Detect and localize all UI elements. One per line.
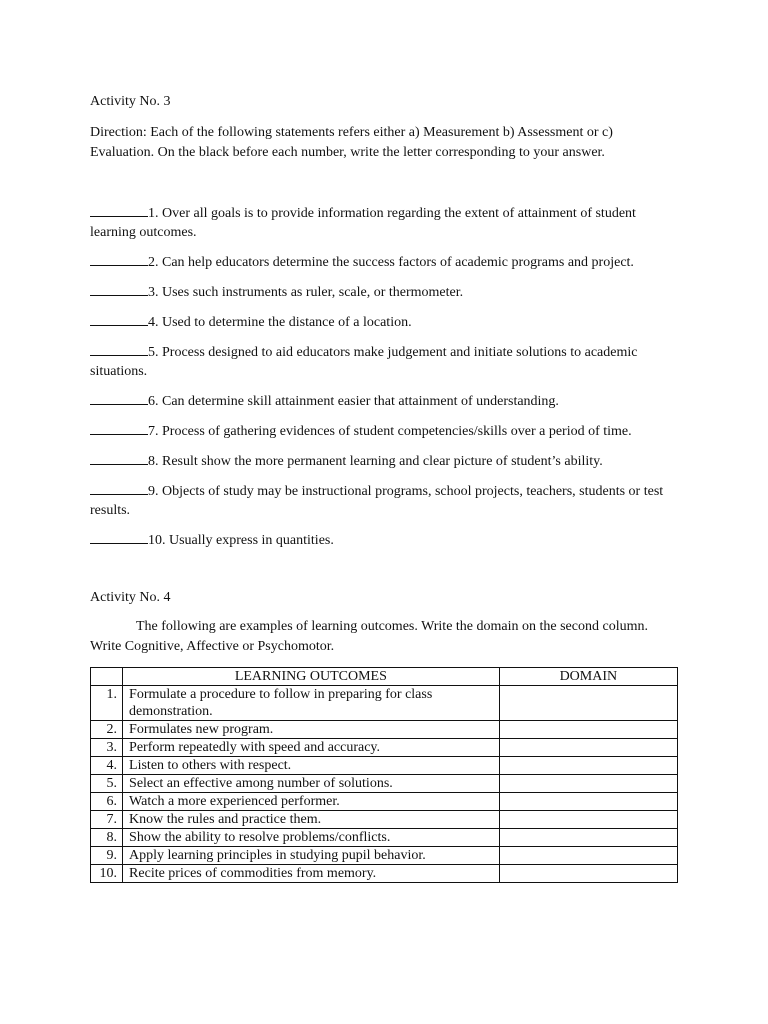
row-number: 6.	[91, 793, 123, 811]
question-text: Can help educators determine the success factors of academic programs and project.	[162, 255, 634, 270]
header-learning-outcomes: LEARNING OUTCOMES	[123, 668, 500, 686]
question-number: 1.	[148, 206, 159, 221]
domain-cell[interactable]	[499, 721, 677, 739]
table-row	[91, 793, 678, 811]
row-number: 3.	[91, 739, 123, 757]
learning-outcome-cell: Formulate a procedure to follow in preparing for class demonstration.	[123, 686, 500, 721]
row-number: 10.	[91, 865, 123, 883]
table-row	[91, 829, 678, 847]
row-number: 7.	[91, 811, 123, 829]
row-number: 8.	[91, 829, 123, 847]
row-number: 9.	[91, 847, 123, 865]
activity-3-direction: Direction: Each of the following statements refers either a) Measurement b) Assessment or c) Evaluation. On the black before each number, write the letter corresponding to your answer.	[90, 125, 613, 160]
learning-outcome-cell: Watch a more experienced performer.	[123, 793, 500, 811]
question-item	[90, 342, 680, 381]
table-row	[91, 847, 678, 865]
header-domain: DOMAIN	[499, 668, 677, 686]
answer-blank[interactable]	[90, 421, 148, 435]
domain-cell[interactable]	[499, 847, 677, 865]
question-number: 5.	[148, 345, 159, 360]
question-text: Uses such instruments as ruler, scale, or thermometer.	[162, 285, 464, 300]
domain-cell[interactable]	[499, 686, 677, 721]
table-header-row	[91, 668, 678, 686]
question-number: 3.	[148, 285, 159, 300]
activity-3-title: Activity No. 3	[90, 94, 171, 109]
answer-blank[interactable]	[90, 530, 148, 544]
table-row	[91, 811, 678, 829]
row-number: 1.	[91, 686, 123, 721]
answer-blank[interactable]	[90, 252, 148, 266]
header-number	[91, 668, 123, 686]
question-item	[90, 282, 680, 302]
learning-outcome-cell: Formulates new program.	[123, 721, 500, 739]
learning-outcomes-table	[90, 667, 678, 883]
question-number: 2.	[148, 255, 159, 270]
question-number: 10.	[148, 533, 166, 548]
question-item	[90, 203, 680, 242]
question-number: 4.	[148, 315, 159, 330]
question-item	[90, 481, 680, 520]
table-body	[91, 686, 678, 883]
table-row	[91, 775, 678, 793]
domain-cell[interactable]	[499, 739, 677, 757]
domain-cell[interactable]	[499, 793, 677, 811]
activity-4-instructions: The following are examples of learning outcomes. Write the domain on the second column. Write Cognitive, Affective or Psychomotor.	[90, 619, 648, 654]
answer-blank[interactable]	[90, 342, 148, 356]
activity-4-title: Activity No. 4	[90, 590, 171, 605]
question-number: 7.	[148, 424, 159, 439]
question-item	[90, 391, 680, 411]
question-number: 9.	[148, 484, 159, 499]
answer-blank[interactable]	[90, 203, 148, 217]
table-row	[91, 686, 678, 721]
question-item	[90, 451, 680, 471]
table-row	[91, 721, 678, 739]
question-text: Objects of study may be instructional programs, school projects, teachers, students or test results.	[90, 484, 664, 518]
domain-cell[interactable]	[499, 757, 677, 775]
domain-cell[interactable]	[499, 811, 677, 829]
domain-cell[interactable]	[499, 865, 677, 883]
question-text: Can determine skill attainment easier that attainment of understanding.	[162, 394, 559, 409]
question-number: 8.	[148, 454, 159, 469]
table-row	[91, 757, 678, 775]
question-text: Result show the more permanent learning and clear picture of student’s ability.	[162, 454, 603, 469]
question-item	[90, 530, 680, 550]
learning-outcome-cell: Select an effective among number of solutions.	[123, 775, 500, 793]
document-content	[90, 92, 680, 883]
answer-blank[interactable]	[90, 481, 148, 495]
question-text: Over all goals is to provide information regarding the extent of attainment of student learning outcomes.	[90, 206, 636, 240]
answer-blank[interactable]	[90, 282, 148, 296]
table-row	[91, 739, 678, 757]
question-text: Process of gathering evidences of student competencies/skills over a period of time.	[162, 424, 632, 439]
question-text: Process designed to aid educators make judgement and initiate solutions to academic situations.	[90, 345, 638, 379]
domain-cell[interactable]	[499, 775, 677, 793]
row-number: 2.	[91, 721, 123, 739]
learning-outcome-cell: Perform repeatedly with speed and accuracy.	[123, 739, 500, 757]
question-item	[90, 252, 680, 272]
activity-3-items	[90, 203, 680, 550]
learning-outcome-cell: Know the rules and practice them.	[123, 811, 500, 829]
domain-cell[interactable]	[499, 829, 677, 847]
question-item	[90, 312, 680, 332]
answer-blank[interactable]	[90, 451, 148, 465]
learning-outcome-cell: Recite prices of commodities from memory.	[123, 865, 500, 883]
question-text: Used to determine the distance of a location.	[162, 315, 412, 330]
question-number: 6.	[148, 394, 159, 409]
answer-blank[interactable]	[90, 391, 148, 405]
learning-outcome-cell: Show the ability to resolve problems/conflicts.	[123, 829, 500, 847]
learning-outcome-cell: Listen to others with respect.	[123, 757, 500, 775]
answer-blank[interactable]	[90, 312, 148, 326]
row-number: 5.	[91, 775, 123, 793]
table-row	[91, 865, 678, 883]
row-number: 4.	[91, 757, 123, 775]
question-text: Usually express in quantities.	[169, 533, 334, 548]
question-item	[90, 421, 680, 441]
learning-outcome-cell: Apply learning principles in studying pupil behavior.	[123, 847, 500, 865]
